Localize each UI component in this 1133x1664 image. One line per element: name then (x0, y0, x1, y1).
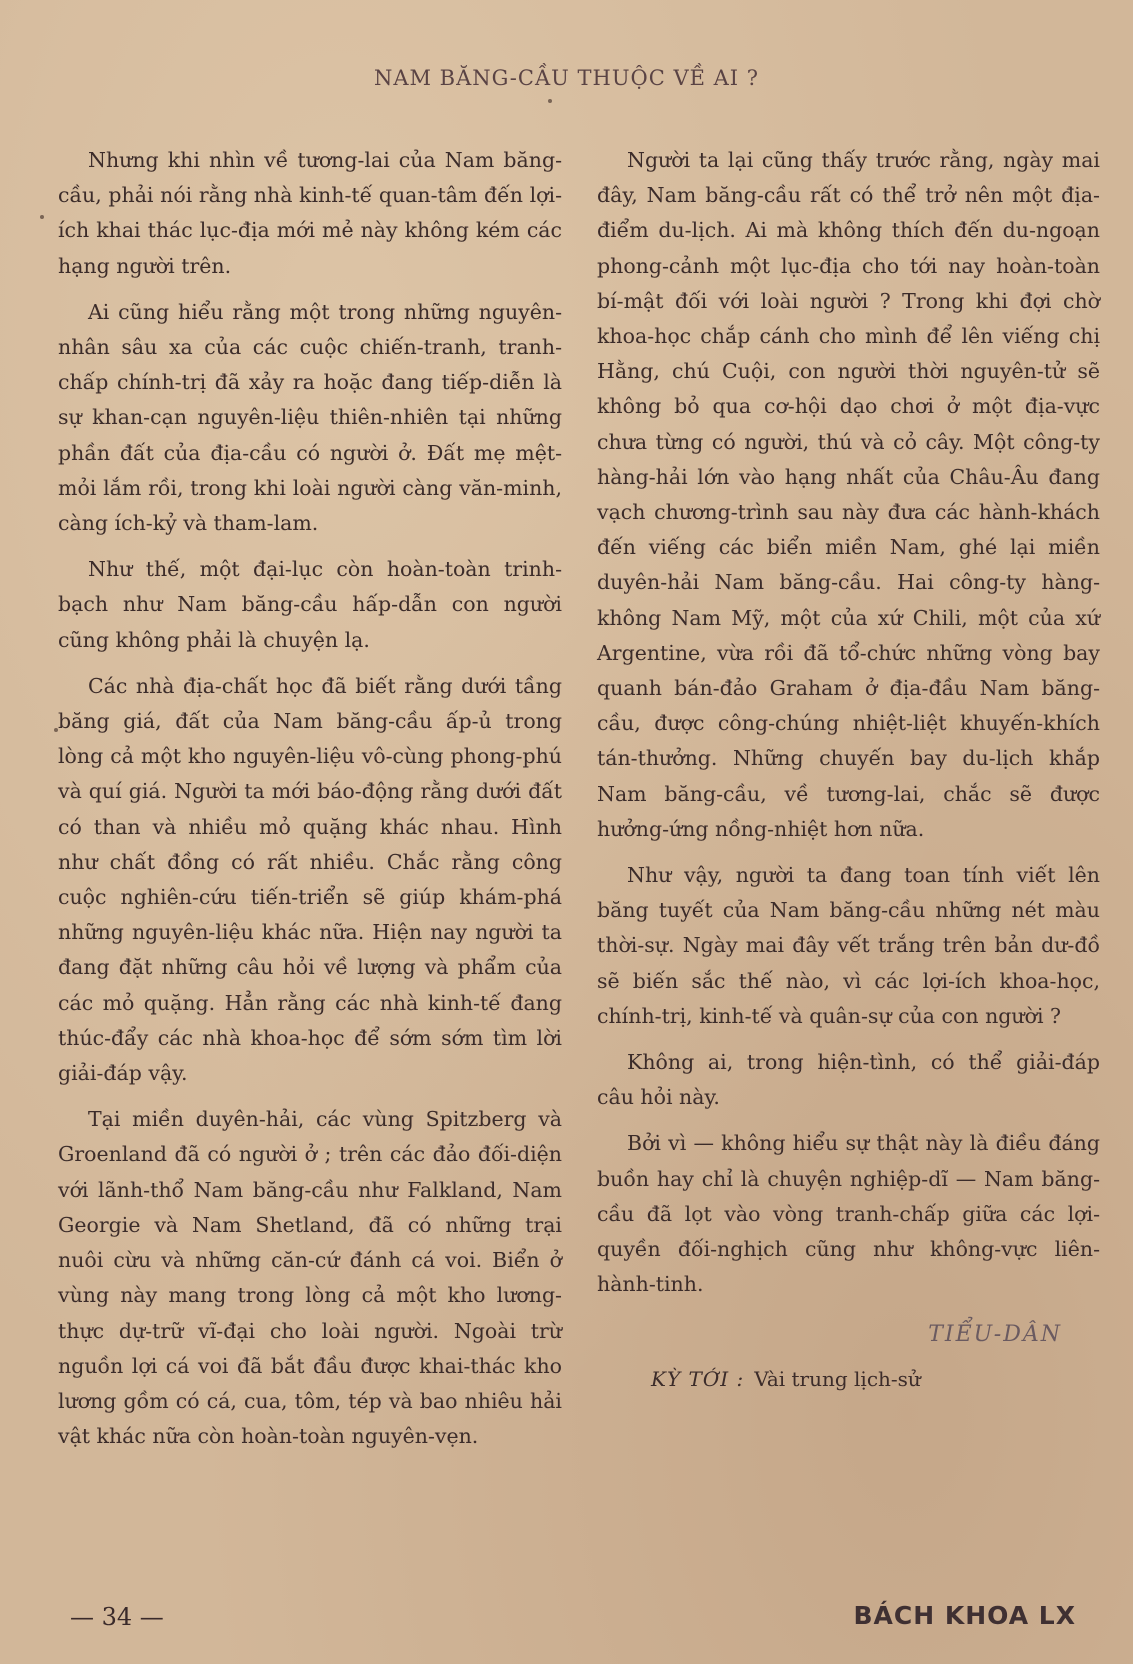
author-signature: TIỂU-DÂN (928, 1321, 1062, 1347)
paper-speck (40, 215, 44, 219)
publication-name: BÁCH KHOA LX (853, 1601, 1076, 1630)
paragraph: Như vậy, người ta đang toan tính viết lên băng tuyết của Nam băng-cầu những nét màu thời-sự. Ngày mai đây vết trắng trên bản dư-đồ sẽ biến sắc thế nào, vì các lợi-ích khoa-học, chính-trị, kinh-tế và quân-sự của con người ? (597, 863, 1100, 1028)
paragraph: Các nhà địa-chất học đã biết rằng dưới tầng băng giá, đất của Nam băng-cầu ấp-ủ trong lòng cả một kho nguyên-liệu vô-cùng phong-phú và quí giá. Người ta mới báo-động rằng dưới đất có than và nhiều mỏ quặng khác nhau. Hình như chất đồng có rất nhiều. Chắc rằng công cuộc nghiên-cứu tiến-triển sẽ giúp khám-phá những nguyên-liệu khác nữa. Hiện nay người ta đang đặt những câu hỏi về lượng và phẩm của các mỏ quặng. Hẳn rằng các nhà kinh-tế đang thúc-đẩy các nhà khoa-học để sớm sớm tìm lời giải-đáp vậy. (58, 673, 562, 1086)
right-column (597, 143, 1100, 1397)
paragraph: Nhưng khi nhìn về tương-lai của Nam băng-cầu, phải nói rằng nhà kinh-tế quan-tâm đến lợi-ích khai thác lục-địa mới mẻ này không kém các hạng người trên. (58, 148, 562, 278)
next-issue-note (597, 1362, 1100, 1397)
paragraph: Bởi vì — không hiểu sự thật này là điều đáng buồn hay chỉ là chuyện nghiệp-dĩ — Nam băng-cầu đã lọt vào vòng tranh-chấp giữa các lợi-quyền đối-nghịch cũng như không-vực liên-hành-tinh. (597, 1131, 1100, 1297)
paragraph: Như thế, một đại-lục còn hoàn-toàn trinh-bạch như Nam băng-cầu hấp-dẫn con người cũng không phải là chuyện lạ. (58, 557, 562, 652)
next-issue-label: KỲ TỚI : (651, 1366, 745, 1391)
paragraph: Người ta lại cũng thấy trước rằng, ngày mai đây, Nam băng-cầu rất có thể trở nên một địa-điểm du-lịch. Ai mà không thích đến du-ngoạn phong-cảnh một lục-địa cho tới nay hoàn-toàn bí-mật đối với loài người ? Trong khi đợi chờ khoa-học chắp cánh cho mình để lên viếng chị Hằng, chú Cuội, con người thời nguyên-tử sẽ không bỏ qua cơ-hội dạo chơi ở một địa-vực chưa từng có người, thú và cỏ cây. Một công-ty hàng-hải lớn vào hạng nhất của Châu-Âu đang vạch chương-trình sau này đưa các hành-khách đến viếng các biển miền Nam, ghé lại miền duyên-hải Nam băng-cầu. Hai công-ty hàng-không Nam Mỹ, một của xứ Chili, một của xứ Argentine, vừa rồi đã tổ-chức những vòng bay quanh bán-đảo Graham ở địa-đầu Nam băng-cầu, được công-chúng nhiệt-liệt khuyến-khích tán-thưởng. Những chuyến bay du-lịch khắp Nam băng-cầu, về tương-lai, chắc sẽ được hưởng-ứng nồng-nhiệt hơn nữa. (597, 148, 1100, 841)
paragraph: Ai cũng hiểu rằng một trong những nguyên-nhân sâu xa của các cuộc chiến-tranh, tranh-chấp chính-trị đã xảy ra hoặc đang tiếp-diễn là sự khan-cạn nguyên-liệu thiên-nhiên tại những phần đất của địa-cầu có người ở. Đất mẹ mệt-mỏi lắm rồi, trong khi loài người càng văn-minh, càng ích-kỷ và tham-lam. (58, 299, 562, 536)
paper-speck (548, 99, 552, 103)
left-column (58, 143, 562, 1465)
paper-speck (54, 728, 58, 732)
next-issue-text: Vài trung lịch-sử (754, 1366, 921, 1391)
paragraph: Không ai, trong hiện-tình, có thể giải-đáp câu hỏi này. (597, 1050, 1100, 1110)
paragraph: Tại miền duyên-hải, các vùng Spitzberg và Groenland đã có người ở ; trên các đảo đối-diện với lãnh-thổ Nam băng-cầu như Falkland, Nam Georgie và Nam Shetland, đã có những trại nuôi cừu và những căn-cứ đánh cá voi. Biển ở vùng này mang trong lòng cả một kho lương-thực dự-trữ vĩ-đại cho loài người. Ngoài trừ nguồn lợi cá voi đã bắt đầu được khai-thác kho lương gồm có cá, cua, tôm, tép và bao nhiêu hải vật khác nữa còn hoàn-toàn nguyên-vẹn. (58, 1107, 562, 1449)
page-number: — 34 — (70, 1603, 164, 1631)
running-header: NAM BĂNG-CẦU THUỘC VỀ AI ? (373, 66, 760, 90)
